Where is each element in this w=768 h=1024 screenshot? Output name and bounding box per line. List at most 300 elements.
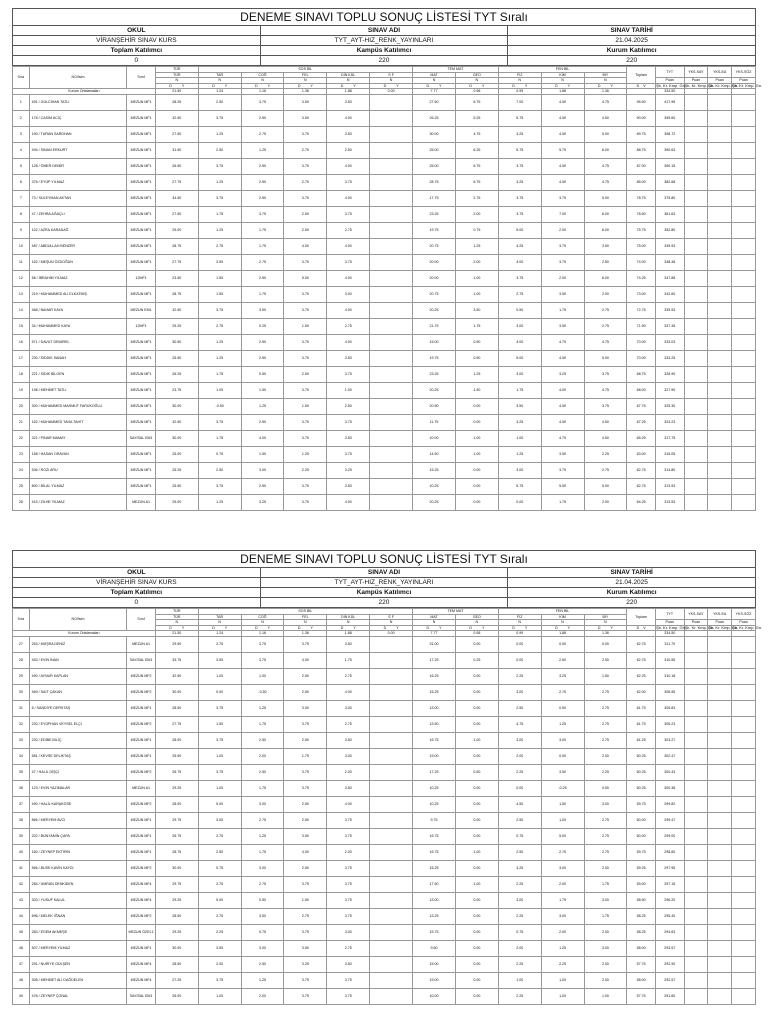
empty-cell xyxy=(732,94,756,110)
student-class: SAYISAL EM1 xyxy=(127,988,156,1004)
net-value: 3.75 xyxy=(327,812,370,828)
row-sira: 33 xyxy=(13,732,30,748)
tyt-score: 305.83 xyxy=(655,700,684,716)
net-value: 3.75 xyxy=(327,892,370,908)
total-net: 70.00 xyxy=(627,334,656,350)
net-value: 6.75 xyxy=(455,174,498,190)
tyt-score: 328.90 xyxy=(655,366,684,382)
sinav-tarihi-label: SINAV TARİHİ xyxy=(610,569,653,576)
col-subject: MAT xyxy=(413,72,456,78)
net-value: 26.25 xyxy=(413,110,456,126)
row-sira: 16 xyxy=(13,334,30,350)
net-value: 1.00 xyxy=(198,748,241,764)
col-yks-ea: YKS-EA xyxy=(708,609,732,620)
col-y: Y xyxy=(310,625,313,630)
student-class: MEZUN MF1 xyxy=(127,158,156,174)
empty-cell xyxy=(708,414,732,430)
kurum-ortalama-value: 0.00 xyxy=(370,631,413,637)
net-value: 2.00 xyxy=(198,956,241,972)
net-value: 2.75 xyxy=(241,876,284,892)
tyt-score: 300.43 xyxy=(655,764,684,780)
student-name: 263 / MÜŞRA DENİZ xyxy=(29,636,127,652)
student-class: MEZUN ÖZEL1 xyxy=(127,924,156,940)
student-class: MEZUN MF1 xyxy=(127,110,156,126)
student-name: 491 / GÜLCİHAN TATLI xyxy=(29,94,127,110)
net-value: 0.50 xyxy=(455,334,498,350)
net-value xyxy=(370,764,413,780)
col-y: Y xyxy=(310,83,313,88)
net-value: 2.25 xyxy=(198,924,241,940)
net-value xyxy=(370,940,413,956)
tyt-score: 324.23 xyxy=(655,414,684,430)
empty-cell xyxy=(732,334,756,350)
student-name: 453 / EVİN İNAN xyxy=(29,652,127,668)
table-row xyxy=(13,110,756,126)
net-value: 1.75 xyxy=(455,318,498,334)
empty-cell xyxy=(684,446,708,462)
empty-cell xyxy=(732,668,756,684)
total-net: 57.75 xyxy=(627,988,656,1004)
table-row xyxy=(13,350,756,366)
col-y: Y xyxy=(267,83,270,88)
net-value: 2.75 xyxy=(455,190,498,206)
report-page-1 xyxy=(12,8,763,511)
net-value: 0.50 xyxy=(498,302,541,318)
net-value: 2.50 xyxy=(241,764,284,780)
net-value: 3.50 xyxy=(327,430,370,446)
net-value: 4.75 xyxy=(541,334,584,350)
net-value: 3.50 xyxy=(327,126,370,142)
empty-cell xyxy=(732,732,756,748)
net-value: 9.75 xyxy=(413,812,456,828)
net-value: 29.25 xyxy=(155,780,198,796)
net-value: 23.25 xyxy=(413,206,456,222)
col-n: N xyxy=(155,620,198,626)
net-value: 28.50 xyxy=(155,956,198,972)
net-value: 4.50 xyxy=(584,430,627,446)
table-row xyxy=(13,158,756,174)
net-value: 2.25 xyxy=(498,908,541,924)
student-class: MEZUN MF1 xyxy=(127,748,156,764)
net-value: 3.75 xyxy=(284,636,327,652)
net-value xyxy=(370,860,413,876)
net-value: 2.25 xyxy=(498,988,541,1004)
col-subject: FİZ xyxy=(498,614,541,620)
empty-cell xyxy=(684,972,708,988)
total-net: 63.00 xyxy=(627,446,656,462)
net-value: 1.50 xyxy=(584,668,627,684)
net-value xyxy=(370,908,413,924)
total-net: 72.75 xyxy=(627,302,656,318)
col-n: N xyxy=(198,78,241,84)
net-value: 1.75 xyxy=(241,780,284,796)
row-sira: 23 xyxy=(13,446,30,462)
net-value: 6.75 xyxy=(455,158,498,174)
col-puan: Puan xyxy=(708,620,732,626)
net-value: 23.25 xyxy=(413,366,456,382)
net-value: 0.00 xyxy=(198,684,241,700)
net-value: 2.50 xyxy=(284,668,327,684)
tyt-score: 398.72 xyxy=(655,126,684,142)
total-net: 88.75 xyxy=(627,142,656,158)
total-net: 60.25 xyxy=(627,780,656,796)
student-class: MEZUN MF1 xyxy=(127,398,156,414)
net-value: 1.00 xyxy=(541,988,584,1004)
table-row xyxy=(13,764,756,780)
student-name: 284 / ÜMRAN DENKİDEN xyxy=(29,876,127,892)
col-tyt: TYT xyxy=(655,609,684,620)
net-value: 3.25 xyxy=(498,174,541,190)
student-name: 47 / HALİL DİŞÇİ xyxy=(29,764,127,780)
net-value: 0.00 xyxy=(455,414,498,430)
sinav-adi-value: TYT_AYT-HIZ_RENK_YAYINLARI xyxy=(260,36,508,46)
empty-cell xyxy=(708,988,732,1004)
net-value: 3.50 xyxy=(284,94,327,110)
net-value: 2.25 xyxy=(498,668,541,684)
student-class: MEZUN MF1 xyxy=(127,366,156,382)
student-name: 158 / HASAN ORAYAN xyxy=(29,446,127,462)
tyt-score: 325.30 xyxy=(655,398,684,414)
net-value: 4.00 xyxy=(327,190,370,206)
tyt-score: 291.60 xyxy=(655,988,684,1004)
col-y: Y xyxy=(353,83,356,88)
empty-cell xyxy=(732,796,756,812)
net-value: 3.75 xyxy=(198,110,241,126)
net-value: 27.75 xyxy=(155,254,198,270)
net-value: 3.75 xyxy=(198,478,241,494)
net-value xyxy=(370,414,413,430)
tyt-score: 390.15 xyxy=(655,158,684,174)
tyt-score: 313.53 xyxy=(655,494,684,510)
kurum-ortalama-value: 21.50 xyxy=(155,631,198,637)
net-value: 28.50 xyxy=(155,700,198,716)
net-value: 2.00 xyxy=(327,764,370,780)
sinav-adi-label: SINAV ADI xyxy=(367,27,401,34)
row-sira: 35 xyxy=(13,764,30,780)
net-value: 10.25 xyxy=(413,796,456,812)
net-value: 0.00 xyxy=(455,462,498,478)
col-sinif: Sınıf xyxy=(127,609,156,631)
net-value: 21.75 xyxy=(413,318,456,334)
col-puan: Puan xyxy=(684,620,708,626)
net-value: 1.25 xyxy=(541,940,584,956)
empty-cell xyxy=(684,764,708,780)
student-name: 507 / MERYEM YILMAZ xyxy=(29,940,127,956)
tyt-score: 333.25 xyxy=(655,350,684,366)
kurum-ortalama-value: 1.36 xyxy=(584,89,627,95)
student-class: MEZUN MF1 xyxy=(127,206,156,222)
student-name: 494 / SİNAN ERKURT xyxy=(29,142,127,158)
row-sira: 10 xyxy=(13,238,30,254)
net-value: 1.00 xyxy=(498,430,541,446)
net-value: 0.00 xyxy=(455,892,498,908)
net-value xyxy=(370,844,413,860)
net-value: 15.00 xyxy=(413,956,456,972)
col-group: SOS BİL xyxy=(198,609,412,615)
net-value: 3.50 xyxy=(327,732,370,748)
row-sira: 14 xyxy=(13,302,30,318)
empty-cell xyxy=(684,478,708,494)
col-d: D xyxy=(383,625,387,630)
net-value xyxy=(370,238,413,254)
net-value: 1.25 xyxy=(198,350,241,366)
net-value: 1.50 xyxy=(284,398,327,414)
table-row xyxy=(13,462,756,478)
student-name: 536 / ROZI ARU xyxy=(29,462,127,478)
net-value: 6.00 xyxy=(584,206,627,222)
net-value: 3.00 xyxy=(241,860,284,876)
row-sira: 42 xyxy=(13,876,30,892)
col-y: Y xyxy=(610,83,613,88)
row-sira: 43 xyxy=(13,892,30,908)
net-value: 2.75 xyxy=(584,844,627,860)
row-sira: 26 xyxy=(13,494,30,510)
net-value: 2.50 xyxy=(498,700,541,716)
net-value: 3.75 xyxy=(541,462,584,478)
tyt-score: 292.57 xyxy=(655,972,684,988)
net-value: 16.75 xyxy=(413,732,456,748)
net-value: 2.50 xyxy=(284,222,327,238)
net-value: 0.50 xyxy=(241,366,284,382)
net-value: 5.75 xyxy=(541,142,584,158)
net-value: 3.25 xyxy=(541,366,584,382)
net-value: 4.00 xyxy=(327,270,370,286)
net-value: 4.50 xyxy=(541,398,584,414)
net-value: 29.00 xyxy=(155,222,198,238)
row-sira: 28 xyxy=(13,652,30,668)
net-value: 3.75 xyxy=(498,270,541,286)
net-value: 3.50 xyxy=(327,636,370,652)
net-value: 5.00 xyxy=(284,270,327,286)
student-class: MEZUN MF1 xyxy=(127,382,156,398)
empty-cell xyxy=(732,684,756,700)
net-value: 5.00 xyxy=(584,190,627,206)
total-net: 58.00 xyxy=(627,940,656,956)
student-class: MEZUN MF1 xyxy=(127,940,156,956)
student-name: 300 / MUHAMMED MAHMUT FARUKOĞLU xyxy=(29,398,127,414)
net-value: 3.50 xyxy=(455,302,498,318)
table-row xyxy=(13,446,756,462)
net-value: 2.00 xyxy=(455,206,498,222)
empty-cell xyxy=(732,398,756,414)
net-value: 1.00 xyxy=(455,876,498,892)
empty-cell xyxy=(708,382,732,398)
row-sira: 17 xyxy=(13,350,30,366)
net-value: 1.25 xyxy=(455,366,498,382)
net-value: 4.50 xyxy=(498,796,541,812)
kampus-value: 220 xyxy=(260,598,508,608)
net-value: 2.00 xyxy=(584,956,627,972)
net-value: 1.25 xyxy=(198,222,241,238)
empty-cell xyxy=(732,844,756,860)
col-rank-sub: Şb. Kr. Kmp. Gn. xyxy=(708,624,739,630)
empty-cell xyxy=(684,652,708,668)
net-value: 3.00 xyxy=(327,700,370,716)
student-name: 696 / MELEK İĞNAN xyxy=(29,908,127,924)
student-name: 321 / PINAR MAMAY xyxy=(29,430,127,446)
student-class: MEZUN MF4 xyxy=(127,876,156,892)
net-value: 17.50 xyxy=(413,876,456,892)
empty-cell xyxy=(708,206,732,222)
net-value: 1.00 xyxy=(455,286,498,302)
net-value: 31.00 xyxy=(413,636,456,652)
col-d: D xyxy=(169,83,172,88)
student-name: 202 / BÜNYAMİN ÇAPA xyxy=(29,828,127,844)
student-class: MEZUN A1 xyxy=(127,636,156,652)
net-value: 2.50 xyxy=(241,110,284,126)
empty-cell xyxy=(684,732,708,748)
col-d: D xyxy=(340,83,344,88)
table-row xyxy=(13,270,756,286)
tyt-score: 311.70 xyxy=(655,636,684,652)
net-value: 2.75 xyxy=(541,844,584,860)
net-value: 3.50 xyxy=(327,94,370,110)
col-d: D xyxy=(512,83,515,88)
net-value: 4.00 xyxy=(241,430,284,446)
kampus-label: Kampüs Katılımcı xyxy=(356,589,412,596)
student-class: MEZUN A1 xyxy=(127,780,156,796)
net-value: 2.75 xyxy=(327,318,370,334)
net-value: 2.50 xyxy=(584,652,627,668)
net-value: 5.00 xyxy=(198,796,241,812)
empty-cell xyxy=(684,366,708,382)
net-value: 14.50 xyxy=(413,446,456,462)
net-value: -0.25 xyxy=(541,780,584,796)
table-row xyxy=(13,988,756,1004)
empty-cell xyxy=(708,430,732,446)
net-value: 3.75 xyxy=(198,190,241,206)
table-row xyxy=(13,478,756,494)
col-n: N xyxy=(455,620,498,626)
empty-cell xyxy=(708,94,732,110)
okul-value: VİRANŞEHİR SINAV KURS xyxy=(13,36,261,46)
net-value: 30.00 xyxy=(155,398,198,414)
net-value xyxy=(370,190,413,206)
net-value: 3.50 xyxy=(198,652,241,668)
tyt-score: 293.57 xyxy=(655,940,684,956)
net-value: 1.75 xyxy=(327,652,370,668)
empty-cell xyxy=(708,972,732,988)
net-value: 0.00 xyxy=(498,652,541,668)
net-value: 33.75 xyxy=(155,652,198,668)
col-group: TÜR xyxy=(155,609,198,615)
empty-cell xyxy=(708,398,732,414)
col-n: N xyxy=(241,620,284,626)
col-puan: Puan xyxy=(708,78,732,84)
net-value xyxy=(370,94,413,110)
total-net: 60.00 xyxy=(627,812,656,828)
kurum-ortalama-value: 0.99 xyxy=(498,89,541,95)
net-value: 4.50 xyxy=(541,94,584,110)
net-value: 3.75 xyxy=(327,860,370,876)
student-name: 490 / HALİL KARAKÖSE xyxy=(29,796,127,812)
net-value: 15.25 xyxy=(413,684,456,700)
empty-cell xyxy=(684,828,708,844)
empty-cell xyxy=(684,668,708,684)
net-value: 2.50 xyxy=(241,956,284,972)
row-sira: 25 xyxy=(13,478,30,494)
net-value xyxy=(370,286,413,302)
net-value: 0.00 xyxy=(455,700,498,716)
net-value: 3.75 xyxy=(498,158,541,174)
net-value: 0.00 xyxy=(541,748,584,764)
col-sinif: Sınıf xyxy=(127,67,156,89)
col-d: D xyxy=(469,625,472,630)
net-value: 4.50 xyxy=(541,350,584,366)
net-value: 3.75 xyxy=(327,174,370,190)
net-value: 1.75 xyxy=(541,302,584,318)
total-net: 61.25 xyxy=(627,732,656,748)
net-value xyxy=(370,334,413,350)
net-value: 16.75 xyxy=(413,844,456,860)
net-value: 3.50 xyxy=(327,478,370,494)
net-value: 34.50 xyxy=(155,190,198,206)
net-value xyxy=(370,494,413,510)
tyt-score: 299.00 xyxy=(655,828,684,844)
total-net: 90.00 xyxy=(627,110,656,126)
col-d: D xyxy=(597,83,601,88)
total-net: 68.75 xyxy=(627,366,656,382)
empty-cell xyxy=(684,462,708,478)
net-value: 1.75 xyxy=(498,382,541,398)
net-value: 2.50 xyxy=(284,860,327,876)
empty-cell xyxy=(684,206,708,222)
net-value: 5.00 xyxy=(498,222,541,238)
row-sira: 36 xyxy=(13,780,30,796)
net-value: 5.75 xyxy=(498,110,541,126)
net-value: 0.50 xyxy=(584,780,627,796)
total-net: 62.75 xyxy=(627,636,656,652)
student-class: MEZUN MF1 xyxy=(127,142,156,158)
col-y: Y xyxy=(524,625,528,630)
net-value: 3.75 xyxy=(327,206,370,222)
col-d: D xyxy=(212,83,215,88)
net-value: 1.50 xyxy=(284,318,327,334)
net-value: 4.00 xyxy=(327,158,370,174)
net-value: 29.25 xyxy=(155,892,198,908)
net-value: 2.00 xyxy=(327,844,370,860)
col-subject: TAR xyxy=(198,72,241,78)
kampus-value: 220 xyxy=(260,56,508,66)
row-sira: 18 xyxy=(13,366,30,382)
student-name: 487 / ABDULLAH BENZER xyxy=(29,238,127,254)
net-value xyxy=(370,110,413,126)
net-value: 20.00 xyxy=(413,254,456,270)
col-d: D xyxy=(254,83,258,88)
student-class: SAYISAL EM1 xyxy=(127,430,156,446)
net-value: 3.50 xyxy=(198,940,241,956)
net-value: 0.00 xyxy=(498,494,541,510)
empty-cell xyxy=(708,334,732,350)
tyt-score: 339.53 xyxy=(655,302,684,318)
empty-cell xyxy=(708,764,732,780)
net-value xyxy=(370,700,413,716)
col-subject: KİM xyxy=(541,72,584,78)
net-value: 5.00 xyxy=(584,350,627,366)
tyt-score: 352.80 xyxy=(655,222,684,238)
empty-cell xyxy=(684,956,708,972)
net-value: 2.25 xyxy=(498,956,541,972)
col-d: D xyxy=(636,625,640,630)
net-value: 3.75 xyxy=(541,238,584,254)
net-value xyxy=(370,270,413,286)
report-header xyxy=(12,8,756,66)
net-value xyxy=(370,796,413,812)
net-value: 4.00 xyxy=(327,110,370,126)
student-class: MEZUN MF1 xyxy=(127,478,156,494)
empty-cell xyxy=(708,844,732,860)
table-row xyxy=(13,382,756,398)
